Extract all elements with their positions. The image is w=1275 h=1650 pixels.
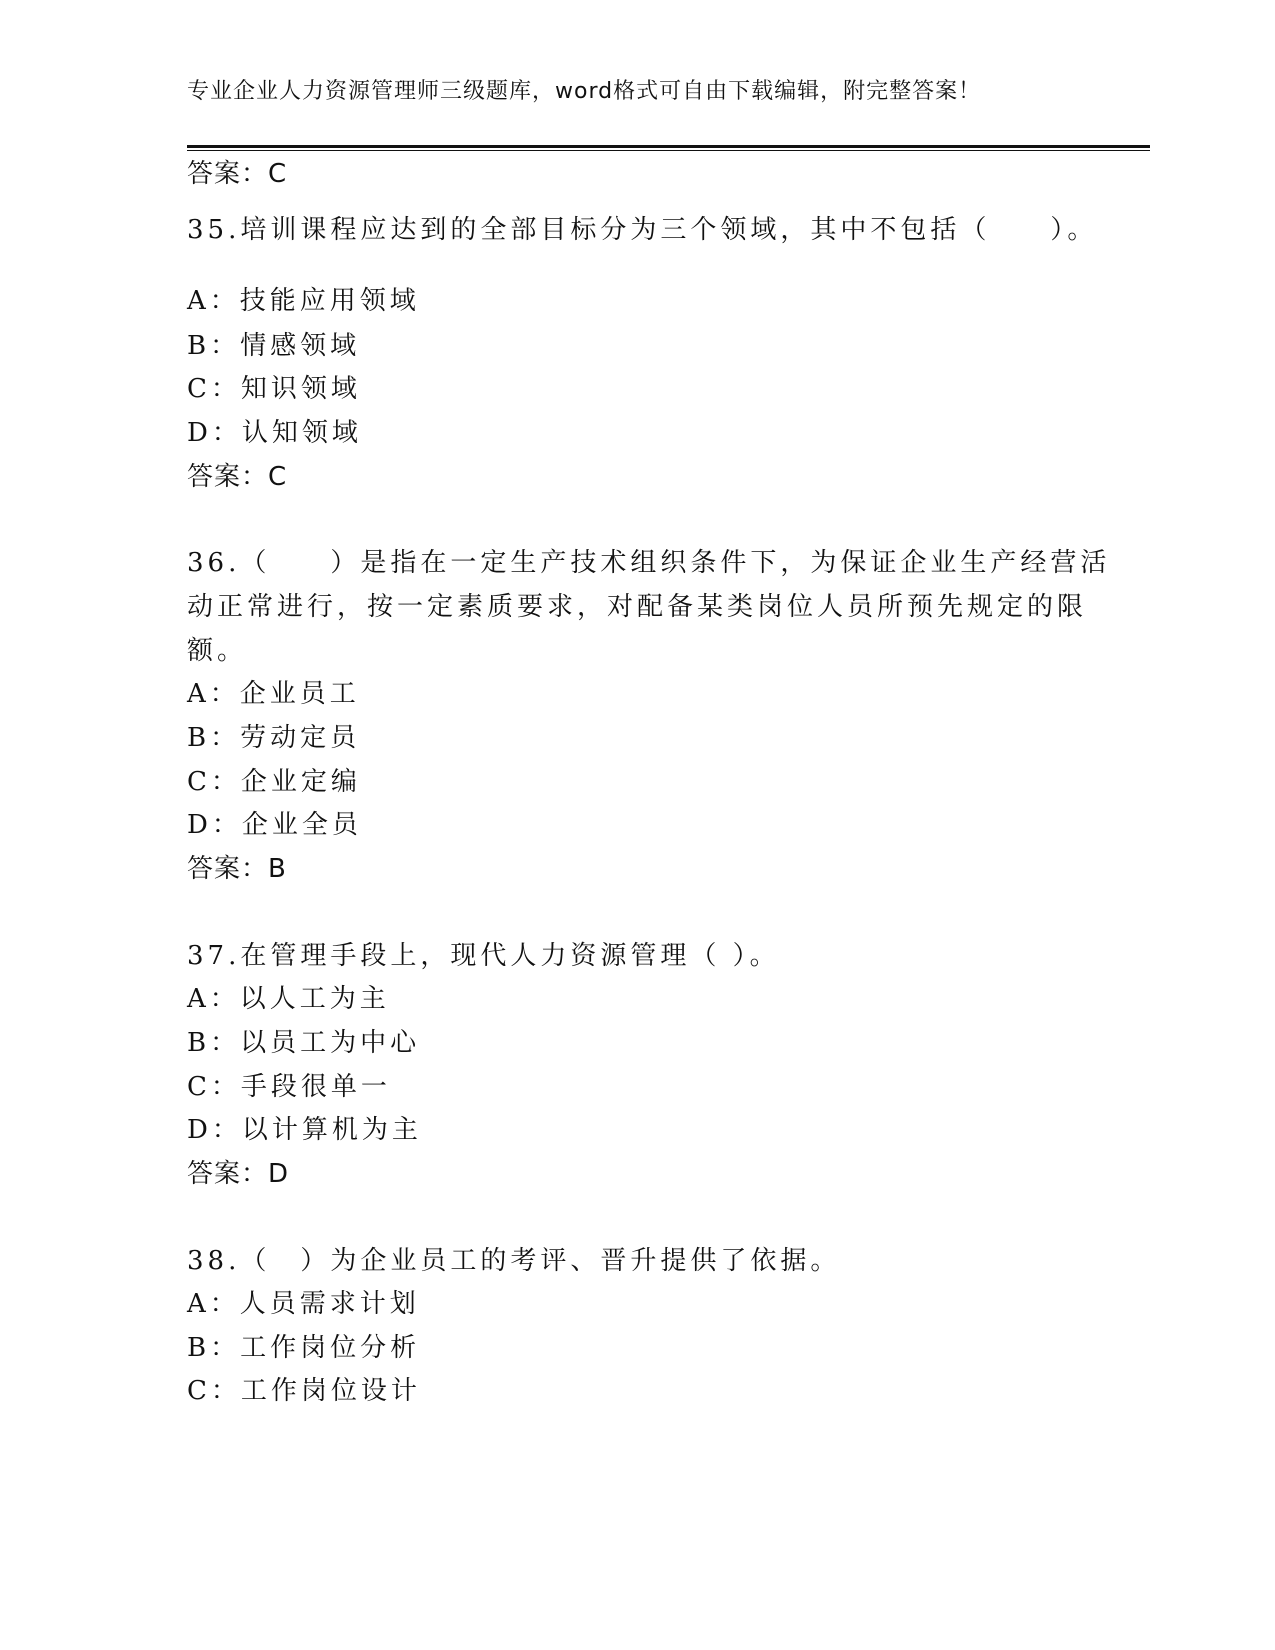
header-rule-thick: [187, 145, 1150, 148]
question-37-option-d: D：以计算机为主: [187, 1115, 422, 1145]
question-35-option-b: B：情感领域: [187, 331, 361, 361]
question-36-answer: 答案：B: [187, 854, 287, 884]
question-36-stem-line-2: 动正常进行，按一定素质要求，对配备某类岗位人员所预先规定的限: [187, 592, 1088, 622]
question-37-option-b: B：以员工为中心: [187, 1028, 421, 1058]
question-38-option-c: C：工作岗位设计: [187, 1376, 421, 1406]
question-36-option-b: B：劳动定员: [187, 723, 361, 753]
question-35-option-a: A：技能应用领域: [187, 286, 420, 316]
question-38-option-a: A：人员需求计划: [187, 1289, 420, 1319]
previous-answer: 答案：C: [187, 159, 288, 189]
header-rule-thin: [187, 150, 1150, 151]
page-header: 专业企业人力资源管理师三级题库，word格式可自由下载编辑，附完整答案！: [187, 79, 982, 104]
question-35-answer: 答案：C: [187, 462, 288, 492]
question-36-option-a: A：企业员工: [187, 679, 360, 709]
question-35-option-c: C：知识领域: [187, 374, 361, 404]
question-36-stem-line-1: 36.（ ）是指在一定生产技术组织条件下，为保证企业生产经营活: [187, 548, 1111, 578]
question-38-option-b: B：工作岗位分析: [187, 1333, 421, 1363]
question-37-option-a: A：以人工为主: [187, 984, 390, 1014]
question-35-option-d: D：认知领域: [187, 418, 362, 448]
question-36-stem-line-3: 额。: [187, 636, 248, 666]
question-36-option-d: D：企业全员: [187, 810, 362, 840]
question-35-stem: 35.培训课程应达到的全部目标分为三个领域，其中不包括（ ）。: [187, 215, 1098, 245]
question-38-stem: 38.（ ）为企业员工的考评、晋升提供了依据。: [187, 1246, 841, 1276]
question-36-option-c: C：企业定编: [187, 767, 361, 797]
question-37-option-c: C：手段很单一: [187, 1072, 391, 1102]
question-37-answer: 答案：D: [187, 1159, 290, 1189]
question-37-stem: 37.在管理手段上，现代人力资源管理（ ）。: [187, 941, 780, 971]
